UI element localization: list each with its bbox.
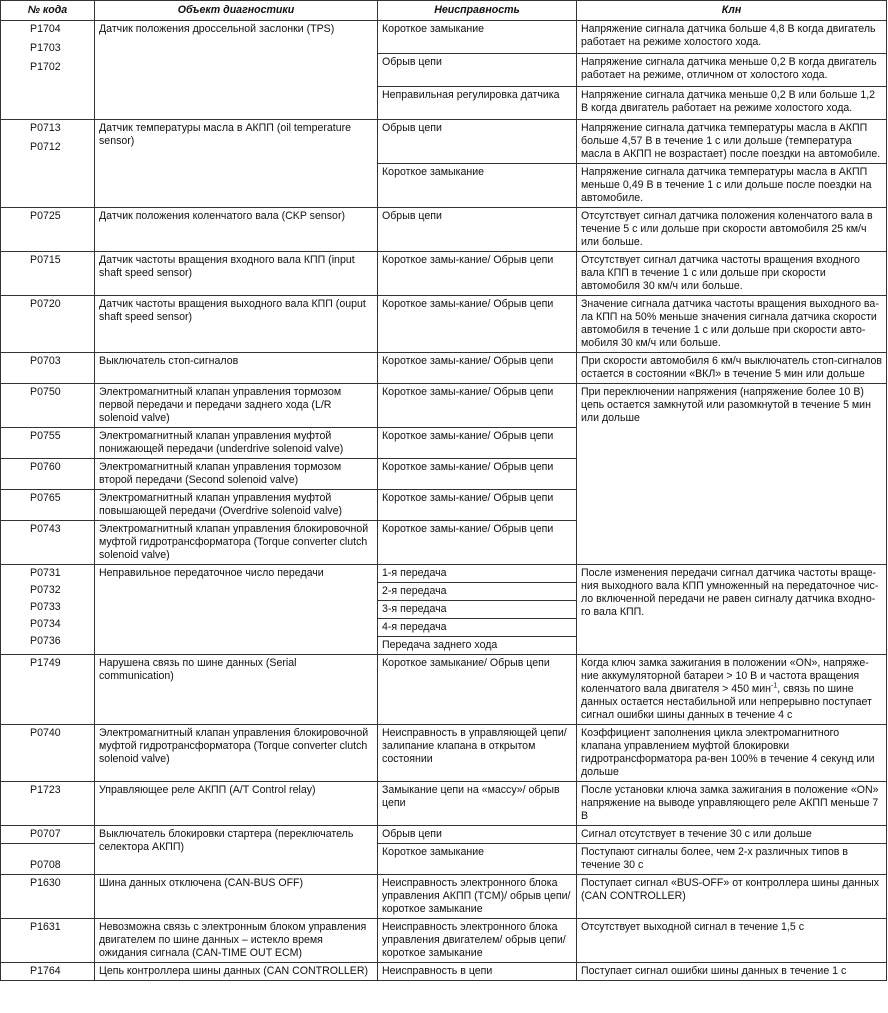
code-cell: P1764	[1, 963, 95, 981]
code-cell: P1631	[1, 919, 95, 963]
code-value: P1704	[30, 23, 61, 35]
kln-cell: Поступает сигнал ошибки шины данных в течение 1 с	[577, 963, 887, 981]
fault-cell: Короткое замы-кание/ Обрыв цепи	[378, 252, 577, 296]
code-cell: P0765	[1, 490, 95, 521]
object-cell: Невозможна связь с электронным блоком управления двигателем по шине данных – истекло время ожидания сигнала (CAN-TIME OUT ECM)	[95, 919, 378, 963]
header-kln: Клн	[577, 1, 887, 21]
kln-cell: После изменения передачи сигнал датчика частоты враще-ния выходного вала КПП умноженный на передаточное чис-ло включенной передачи не равен сигналу датчика входно-го вала КПП.	[577, 565, 887, 655]
fault-cell: Обрыв цепи	[378, 208, 577, 252]
code-cell: P1749	[1, 655, 95, 725]
object-cell: Электромагнитный клапан управления тормозом второй передачи (Second solenoid valve)	[95, 459, 378, 490]
kln-cell: Напряжение сигнала датчика больше 4,8 В когда двигатель работает на режиме холостого хода.	[577, 21, 887, 54]
table-row	[1, 782, 887, 826]
code-cell: P0708	[1, 844, 95, 875]
table-row	[1, 875, 887, 919]
kln-cell: Отсутствует сигнал датчика частоты вращения входного вала КПП в течение 1 с или дольше при скорости автомобиля 30 км/ч или больше.	[577, 252, 887, 296]
fault-cell: 2-я передача	[378, 583, 577, 601]
kln-cell: Напряжение сигнала датчика температуры масла в АКПП больше 4,57 В в течение 1 с или дольше (температура масла в АКПП не возрастает) после поездки на автомобиле.	[577, 120, 887, 164]
code-value: P0712	[30, 141, 61, 153]
kln-cell: Значение сигнала датчика частоты вращения выходного ва-ла КПП на 50% меньше значения сигнала датчика скорости автомобиля в течение 1 с или дольше при скорости авто-мобиля 30 км/ч или больше.	[577, 296, 887, 353]
fault-cell: Неисправность электронного блока управления АКПП (TCM)/ обрыв цепи/ короткое замыкание	[378, 875, 577, 919]
kln-cell: Отсутствует выходной сигнал в течение 1,5 с	[577, 919, 887, 963]
object-cell: Электромагнитный клапан управления муфтой повышающей передачи (Overdrive solenoid valve)	[95, 490, 378, 521]
fault-cell: Короткое замыкание	[378, 21, 577, 54]
header-fault: Неисправность	[378, 1, 577, 21]
kln-cell: Коэффициент заполнения цикла электромагнитного клапана управлением муфтой блокировки гидротрансформатора ра-вен 100% в течение 4 секунд или дольше	[577, 725, 887, 782]
code-cell: P0750	[1, 384, 95, 428]
fault-cell: Короткое замыкание	[378, 844, 577, 875]
header-code: № кода	[1, 1, 95, 21]
code-cell: P0760	[1, 459, 95, 490]
table-row	[1, 120, 887, 164]
code-cell	[1, 120, 95, 208]
code-cell: P0715	[1, 252, 95, 296]
fault-cell: 1-я передача	[378, 565, 577, 583]
table-row	[1, 725, 887, 782]
kln-cell: Напряжение сигнала датчика меньше 0,2 В когда двигатель работает на режиме, отличном от холостого хода.	[577, 54, 887, 87]
table-row	[1, 296, 887, 353]
fault-cell: Замыкание цепи на «массу»/ обрыв цепи	[378, 782, 577, 826]
object-cell: Нарушена связь по шине данных (Serial communication)	[95, 655, 378, 725]
fault-cell: Короткое замы-кание/ Обрыв цепи	[378, 459, 577, 490]
table-row	[1, 21, 887, 54]
fault-cell: Короткое замы-кание/ Обрыв цепи	[378, 384, 577, 428]
code-value: P1702	[30, 61, 61, 73]
fault-cell: Короткое замы-кание/ Обрыв цепи	[378, 521, 577, 565]
fault-cell: 3-я передача	[378, 601, 577, 619]
code-cell: P0755	[1, 428, 95, 459]
code-value: P0733	[30, 601, 61, 613]
header-object: Объект диагностики	[95, 1, 378, 21]
object-cell: Датчик положения коленчатого вала (CKP sensor)	[95, 208, 378, 252]
object-cell: Датчик частоты вращения выходного вала КПП (ouput shaft speed sensor)	[95, 296, 378, 353]
code-cell: P0740	[1, 725, 95, 782]
object-cell: Датчик положения дроссельной заслонки (TPS)	[95, 21, 378, 120]
object-cell: Управляющее реле АКПП (A/T Control relay)	[95, 782, 378, 826]
kln-cell: Поступают сигналы более, чем 2-х различных типов в течение 30 с	[577, 844, 887, 875]
fault-cell: Передача заднего хода	[378, 637, 577, 655]
fault-cell: Неисправность в цепи	[378, 963, 577, 981]
table-row	[1, 353, 887, 384]
kln-cell: Напряжение сигнала датчика температуры масла в АКПП меньше 0,49 В в течение 1 с или дольше после поездки на автомобиле.	[577, 164, 887, 208]
code-cell	[1, 565, 95, 655]
kln-cell	[577, 655, 887, 725]
fault-cell: Короткое замыкание/ Обрыв цепи	[378, 655, 577, 725]
table-row	[1, 565, 887, 583]
kln-text: Когда ключ замка зажигания в положении «ON», напряже-ние аккумуляторной батареи > 10 В и частота вращения коленчатого вала двигателя > 450 мин	[581, 657, 869, 695]
kln-cell: Напряжение сигнала датчика меньше 0,2 В или больше 1,2 В когда двигатель работает на режиме холостого хода.	[577, 87, 887, 120]
table-row	[1, 384, 887, 428]
object-cell: Электромагнитный клапан управления блокировочной муфтой гидротрансформатора (Torque converter clutch solenoid valve)	[95, 725, 378, 782]
code-value: P0713	[30, 122, 61, 134]
code-cell: P0707	[1, 826, 95, 844]
code-cell: P1723	[1, 782, 95, 826]
fault-cell: Обрыв цепи	[378, 54, 577, 87]
kln-cell: После установки ключа замка зажигания в положение «ON» напряжение на выводе управляющего реле АКПП меньше 7 В	[577, 782, 887, 826]
kln-cell: Сигнал отсутствует в течение 30 с или дольше	[577, 826, 887, 844]
code-cell: P0703	[1, 353, 95, 384]
fault-cell: Неисправность электронного блока управления двигателем/ обрыв цепи/ короткое замыкание	[378, 919, 577, 963]
object-cell: Электромагнитный клапан управления муфтой понижающей передачи (underdrive solenoid valve)	[95, 428, 378, 459]
table-row	[1, 655, 887, 725]
code-value: P0731	[30, 567, 61, 579]
table-row	[1, 919, 887, 963]
code-value: P0732	[30, 584, 61, 596]
object-cell: Неправильное передаточное число передачи	[95, 565, 378, 655]
fault-cell: Короткое замыкание	[378, 164, 577, 208]
kln-cell: При скорости автомобиля 6 км/ч выключатель стоп-сигналов остается в состоянии «ВКЛ» в течение 5 мин или дольше	[577, 353, 887, 384]
fault-cell: Обрыв цепи	[378, 120, 577, 164]
kln-text: , связь по шине данных остается нестабильной или непрерывно поступает сигнал ошибки шины данных в течение 4 с	[581, 683, 872, 721]
table-header-row	[1, 1, 887, 21]
object-cell: Выключатель стоп-сигналов	[95, 353, 378, 384]
object-cell: Датчик частоты вращения входного вала КПП (input shaft speed sensor)	[95, 252, 378, 296]
fault-cell: Неправильная регулировка датчика	[378, 87, 577, 120]
fault-cell: Неисправность в управляющей цепи/ залипание клапана в открытом состоянии	[378, 725, 577, 782]
code-cell: P0720	[1, 296, 95, 353]
code-value: P1703	[30, 42, 61, 54]
kln-cell: Поступает сигнал «BUS-OFF» от контроллера шины данных (CAN CONTROLLER)	[577, 875, 887, 919]
table-row	[1, 826, 887, 844]
object-cell: Электромагнитный клапан управления блокировочной муфтой гидротрансформатора (Torque converter clutch solenoid valve)	[95, 521, 378, 565]
code-value: P0736	[30, 635, 61, 647]
fault-cell: Короткое замы-кание/ Обрыв цепи	[378, 428, 577, 459]
table-row	[1, 208, 887, 252]
kln-cell: При переключении напряжения (напряжение более 10 В) цепь остается замкнутой или разомкнутой в течение 5 мин или дольше	[577, 384, 887, 565]
code-cell	[1, 21, 95, 120]
code-cell: P0725	[1, 208, 95, 252]
object-cell: Датчик температуры масла в АКПП (oil temperature sensor)	[95, 120, 378, 208]
fault-cell: Короткое замы-кание/ Обрыв цепи	[378, 353, 577, 384]
table-row	[1, 252, 887, 296]
fault-cell: Короткое замы-кание/ Обрыв цепи	[378, 490, 577, 521]
code-cell: P0743	[1, 521, 95, 565]
fault-cell: Короткое замы-кание/ Обрыв цепи	[378, 296, 577, 353]
object-cell: Выключатель блокировки стартера (переключатель селектора АКПП)	[95, 826, 378, 875]
object-cell: Цепь контроллера шины данных (CAN CONTROLLER)	[95, 963, 378, 981]
object-cell: Электромагнитный клапан управления тормозом первой передачи и передачи заднего хода (L/R solenoid valve)	[95, 384, 378, 428]
table-row	[1, 963, 887, 981]
code-cell: P1630	[1, 875, 95, 919]
fault-cell: 4-я передача	[378, 619, 577, 637]
kln-cell: Отсутствует сигнал датчика положения коленчатого вала в течение 5 с или дольше при скорости автомобиля 25 км/ч или больше.	[577, 208, 887, 252]
object-cell: Шина данных отключена (CAN-BUS OFF)	[95, 875, 378, 919]
kln-superscript: -1	[770, 682, 778, 690]
code-value: P0734	[30, 618, 61, 630]
fault-cell: Обрыв цепи	[378, 826, 577, 844]
